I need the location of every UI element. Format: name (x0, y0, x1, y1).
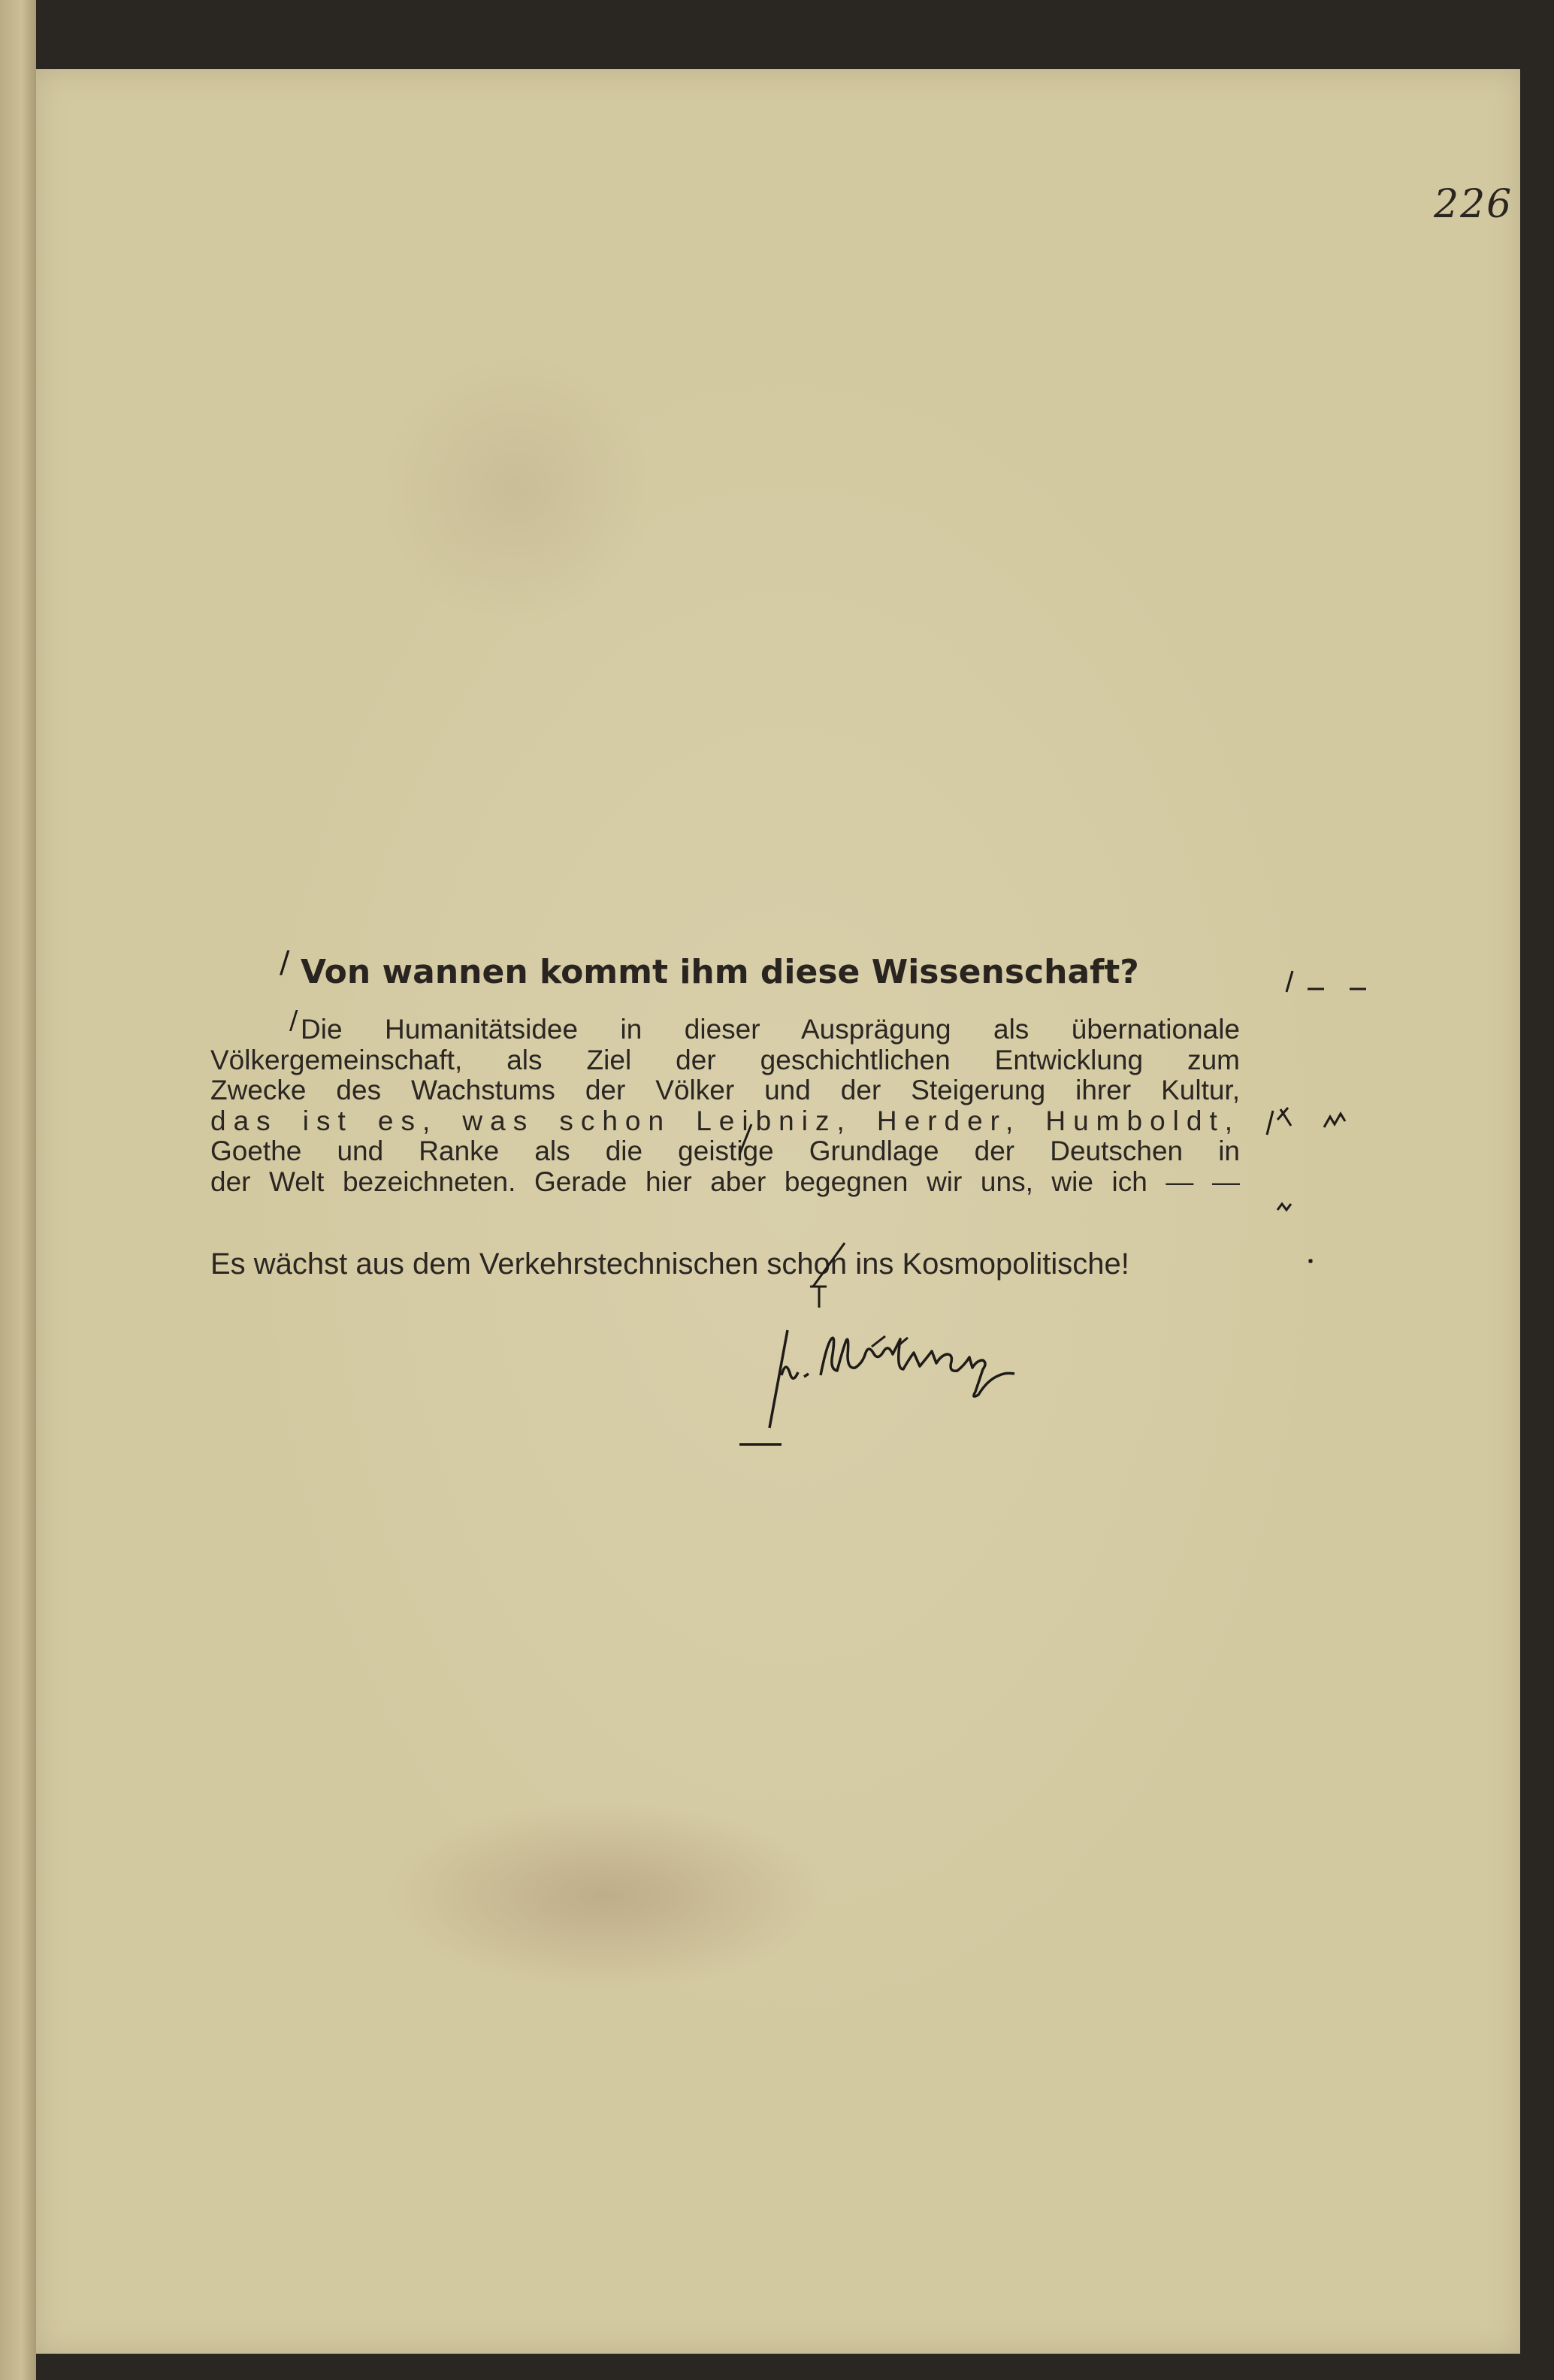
paragraph-line: der Welt bezeichneten. Gerade hier aber begegnen wir uns, wie ich — — (210, 1166, 1240, 1197)
handwritten-signature (721, 1323, 1067, 1405)
paragraph-line: Völkergemeinschaft, als Ziel der geschichtlichen Entwicklung zum (210, 1045, 1240, 1075)
page-number: 226 (1434, 182, 1513, 227)
paragraph (210, 1015, 1240, 1197)
proof-mark-slash-icon: / (280, 945, 290, 980)
paragraph-line: Goethe und Ranke als die geistige Grundlage der Deutschen in (210, 1136, 1240, 1166)
paragraph-line: Zwecke des Wachstums der Völker und der Steigerung ihrer Kultur, (210, 1075, 1240, 1105)
book-spine-edge (0, 0, 36, 2380)
document-page (36, 69, 1520, 2354)
closing-sentence: Es wächst aus dem Verkehrstechnischen schon ins Kosmopolitische! (210, 1247, 1129, 1281)
paragraph-line: das ist es, was schon Leibniz, Herder, Humboldt, (210, 1105, 1240, 1136)
paragraph-line: Die Humanitätsidee in dieser Ausprägung als übernationale (301, 1015, 1240, 1045)
proof-mark-slash-icon: / (289, 1006, 298, 1036)
section-heading: Von wannen kommt ihm diese Wissenschaft? (301, 953, 1139, 991)
